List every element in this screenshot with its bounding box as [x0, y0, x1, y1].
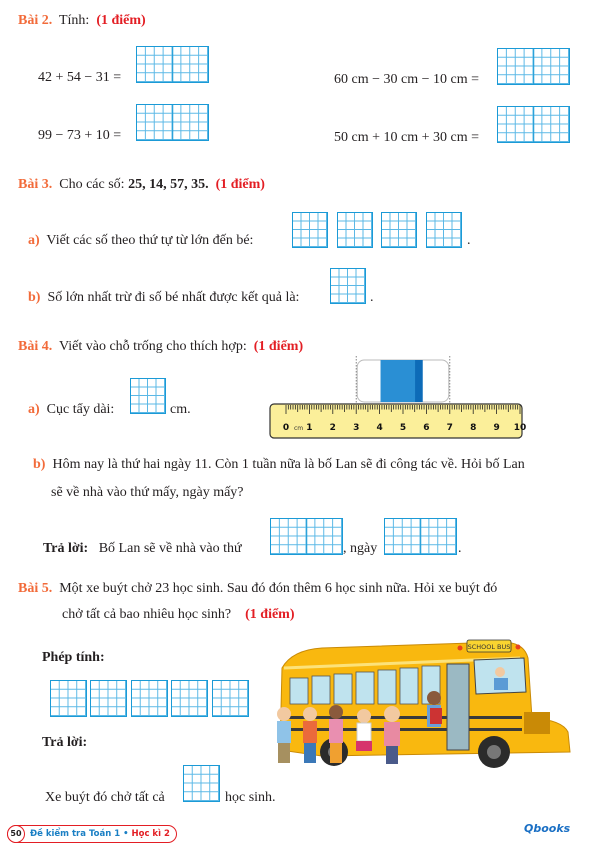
bai3-heading: [18, 177, 265, 193]
bai5-points: (1 điểm): [245, 607, 295, 622]
bai5-label: Bài 5.: [18, 581, 53, 596]
ruler-unit-label: cm: [294, 425, 304, 432]
answer-box-bai4-day[interactable]: [384, 518, 457, 555]
bai3-title: Cho các số:: [59, 177, 125, 192]
ruler-label: 1: [306, 423, 313, 433]
bai5-heading: [18, 581, 497, 597]
bai5-calc-label: Phép tính:: [42, 650, 105, 665]
bai5-answer-prefix: Xe buýt đó chở tất cả: [45, 790, 165, 805]
ruler-label: 4: [376, 423, 383, 433]
bai3-a: [28, 233, 253, 249]
bai2-title: Tính:: [58, 13, 90, 28]
qbooks-logo: [524, 822, 570, 835]
bai4-b-text-2: sẽ về nhà vào thứ mấy, ngày mấy?: [51, 485, 244, 500]
calc-box-4[interactable]: [171, 680, 208, 717]
bai4-answer: [43, 541, 242, 557]
bai4-heading: [18, 339, 303, 355]
calc-box-3[interactable]: [131, 680, 168, 717]
ruler-label: 7: [446, 423, 453, 433]
bai5-line2: [62, 607, 295, 623]
answer-box-bai3-a-2[interactable]: [337, 212, 373, 248]
bai3-label: Bài 3.: [18, 177, 53, 192]
bai3-points: (1 điểm): [215, 177, 265, 192]
footer-title-blue: Đề kiểm tra Toán 1 •: [30, 829, 129, 839]
eraser-illustration: [356, 356, 450, 404]
answer-box-bai2-1[interactable]: [136, 46, 209, 83]
ruler-label: 2: [329, 423, 336, 433]
bai5-answer-suffix: học sinh.: [225, 790, 276, 805]
bai2-points: (1 điểm): [96, 13, 146, 28]
bai3-a-period: .: [467, 233, 471, 248]
answer-box-bai2-2[interactable]: [136, 104, 209, 141]
bai4-b-text-1: Hôm nay là thứ hai ngày 11. Còn 1 tuần nữa là bố Lan sẽ đi công tác về. Hỏi bố Lan: [52, 457, 525, 472]
bai3-a-label: a): [28, 233, 40, 248]
bai4-a-unit: cm.: [170, 402, 191, 417]
bai4-b: [33, 457, 525, 473]
ruler-illustration: [270, 404, 526, 438]
eraser-sleeve-shade: [415, 360, 423, 402]
bai4-a-text: Cục tẩy dài:: [46, 402, 115, 417]
answer-box-bai3-a-3[interactable]: [381, 212, 417, 248]
calc-box-1[interactable]: [50, 680, 87, 717]
bai2-expr-3: 60 cm − 30 cm − 10 cm =: [334, 72, 479, 87]
bai2-heading: [18, 13, 146, 29]
bai3-a-text: Viết các số theo thứ tự từ lớn đến bé:: [46, 233, 254, 248]
page-number: 50: [7, 825, 25, 843]
bai2-label: Bài 2.: [18, 13, 53, 28]
ruler-label: 5: [399, 423, 407, 433]
bai4-answer-period: .: [458, 541, 462, 556]
footer-title-red: Học kì 2: [131, 829, 170, 839]
bai3-b-text: Số lớn nhất trừ đi số bé nhất được kết quả là:: [47, 290, 300, 305]
bai4-a: [28, 402, 114, 418]
bai4-answer-mid: , ngày: [343, 541, 378, 556]
bai2-expr-2: 99 − 73 + 10 =: [38, 128, 122, 143]
answer-box-bai4-weekday[interactable]: [270, 518, 343, 555]
bai4-answer-text: Bố Lan sẽ về nhà vào thứ: [98, 541, 242, 556]
answer-box-bai3-a-1[interactable]: [292, 212, 328, 248]
bai4-points: (1 điểm): [253, 339, 304, 354]
calc-box-5[interactable]: [212, 680, 249, 717]
footer-book-title: [7, 825, 177, 843]
answer-box-bai5[interactable]: [183, 765, 220, 802]
ruler-label: 10: [513, 423, 526, 433]
answer-box-bai3-b[interactable]: [330, 268, 366, 304]
answer-box-bai2-4[interactable]: [497, 106, 570, 143]
qbooks-logo-text: Qbooks: [524, 822, 571, 835]
ruler-eraser-figure: [266, 356, 526, 444]
bai4-b-label: b): [33, 457, 46, 472]
ruler-label: 9: [493, 423, 500, 433]
bai3-b-period: .: [370, 290, 374, 305]
bai2-expr-4: 50 cm + 10 cm + 30 cm =: [334, 130, 479, 145]
bai3-b: [28, 290, 299, 306]
bai3-b-label: b): [28, 290, 41, 305]
calc-box-2[interactable]: [90, 680, 127, 717]
bai4-a-label: a): [28, 402, 40, 417]
answer-box-bai4-a[interactable]: [130, 378, 166, 414]
bai4-answer-label: Trả lời:: [43, 541, 89, 556]
ruler-label: 6: [423, 423, 430, 433]
ruler-label: 3: [353, 423, 360, 433]
bai4-title: Viết vào chỗ trống cho thích hợp:: [58, 339, 247, 354]
ruler-label: 8: [470, 423, 477, 433]
ruler-label: 0: [282, 423, 290, 433]
bai5-text-1: Một xe buýt chở 23 học sinh. Sau đó đón thêm 6 học sinh nữa. Hỏi xe buýt đó: [59, 581, 498, 596]
bai4-label: Bài 4.: [18, 339, 53, 354]
bai5-text-2: chở tất cả bao nhiêu học sinh?: [62, 607, 232, 622]
school-bus-illustration: [262, 628, 580, 778]
bai2-expr-1: 42 + 54 − 31 =: [38, 70, 122, 85]
bai3-numbers: 25, 14, 57, 35.: [128, 177, 209, 192]
bai5-answer-label: Trả lời:: [42, 735, 88, 750]
answer-box-bai2-3[interactable]: [497, 48, 570, 85]
answer-box-bai3-a-4[interactable]: [426, 212, 462, 248]
bus-sign-text: SCHOOL BUS: [467, 643, 511, 651]
